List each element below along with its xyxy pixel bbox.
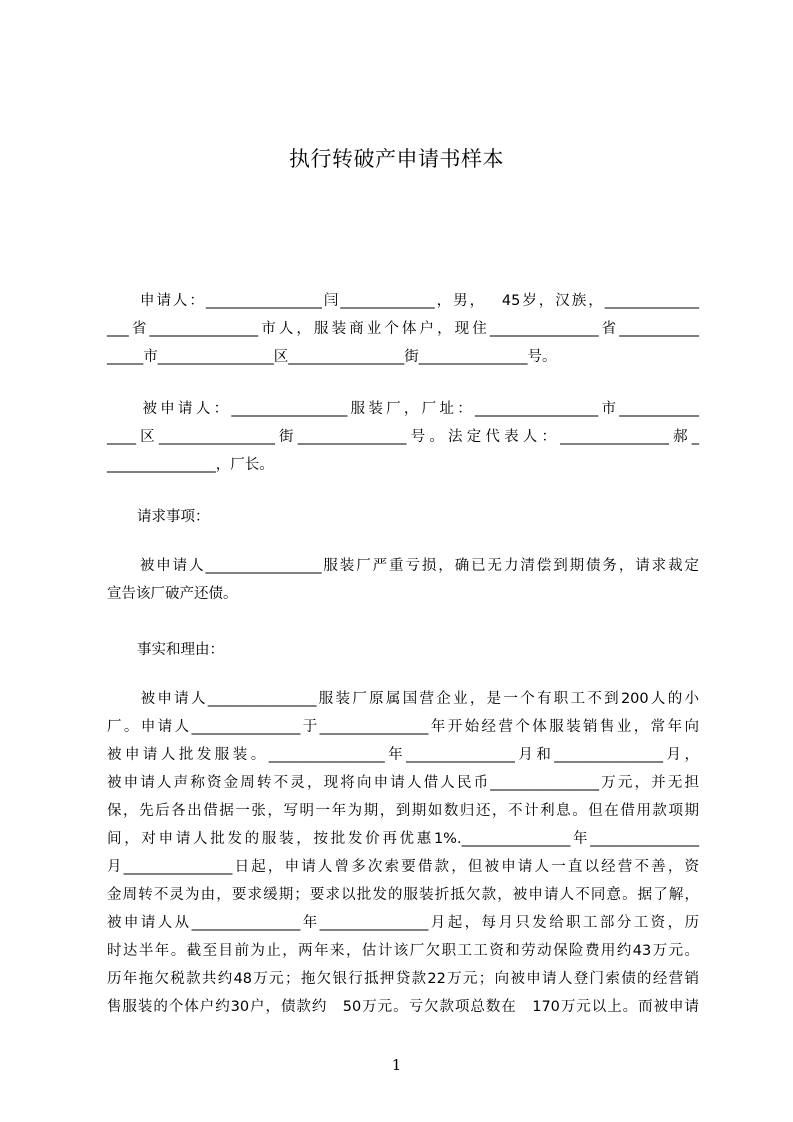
respondent-line: ____区________________街_______________号。法定代表人：_______________郝_ <box>107 429 699 445</box>
facts-heading: 事实和理由： <box>137 642 224 658</box>
applicant-line: _____市________________区________________街_______________号。 <box>107 349 557 365</box>
respondent-line: 被申请人：________________服装厂，厂址：_________________市___________ <box>107 401 699 417</box>
applicant-line: ___省_______________市人，服装商业个体户，现住_______________省___________ <box>107 321 699 337</box>
respondent-paragraph <box>107 395 699 479</box>
claims-paragraph <box>107 552 699 608</box>
applicant-line: 申请人：________________闫_____________，男， 45岁，汉族，_____________ <box>107 293 699 309</box>
facts-line: 被申请人从_______________年_______________月起，每月只发给职工部分工资，历 <box>107 915 699 931</box>
page-number: 1 <box>391 1056 402 1074</box>
facts-line: 月_______________日起，申请人曾多次索要借款，但被申请人一直以经营不善，资 <box>107 859 699 875</box>
claims-line: 被申请人________________服装厂严重亏损，确已无力清偿到期债务，请求裁定 <box>107 558 699 574</box>
respondent-line: _______________，厂长。 <box>107 457 274 473</box>
facts-line: 售服装的个体户约30户，债款约 50万元。亏欠款项总数在 170万元以上。而被申请 <box>107 999 699 1015</box>
facts-line: 金周转不灵为由，要求缓期；要求以批发的服装折抵欠款，被申请人不同意。据了解， <box>107 887 699 903</box>
claims-heading: 请求事项： <box>137 509 210 525</box>
document-title: 执行转破产申请书样本 <box>289 147 504 171</box>
facts-line: 被申请人_______________服装厂原属国营企业，是一个有职工不到200人的小 <box>107 691 699 707</box>
facts-line: 被申请人批发服装。________________年_______________月和_______________月， <box>107 747 699 763</box>
facts-line: 被申请人声称资金周转不灵，现将向申请人借人民币_______________万元，并无担 <box>107 775 699 791</box>
facts-line: 间，对申请人批发的服装，按批发价再优惠1%._______________年_______________ <box>107 831 699 847</box>
claims-line: 宣告该厂破产还债。 <box>107 586 238 602</box>
applicant-paragraph <box>107 287 699 371</box>
facts-line: 保，先后各出借据一张，写明一年为期，到期如数归还，不计利息。但在借用款项期 <box>107 803 699 819</box>
facts-paragraph <box>107 685 699 1021</box>
facts-line: 历年拖欠税款共约48万元；拖欠银行抵押贷款22万元；向被申请人登门索债的经营销 <box>107 971 699 987</box>
facts-line: 时达半年。截至目前为止，两年来，估计该厂欠职工工资和劳动保险费用约43万元。 <box>107 943 699 959</box>
facts-line: 厂。申请人_______________于_______________年开始经营个体服装销售业，常年向 <box>107 719 699 735</box>
